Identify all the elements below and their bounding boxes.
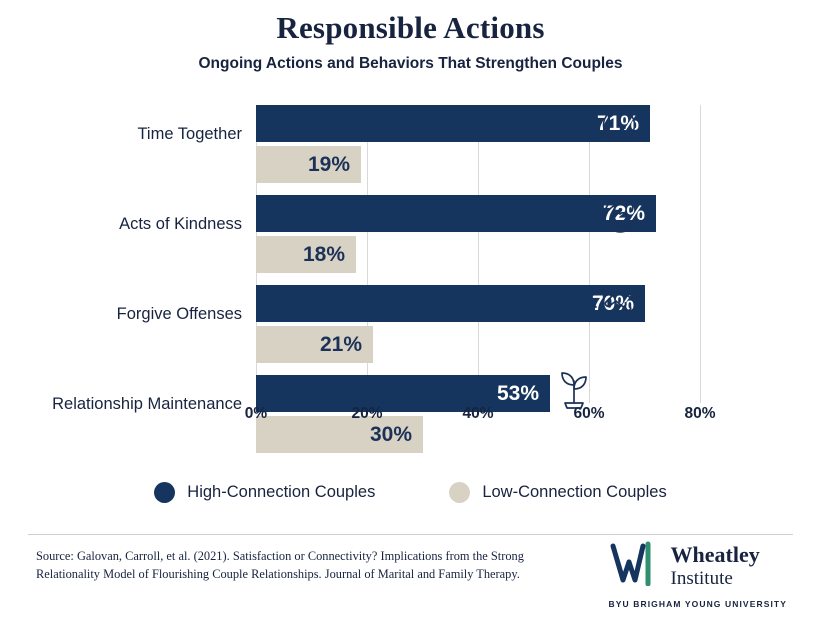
xtick-60: 60%: [573, 405, 605, 422]
caring-hands-heart-icon: [596, 188, 652, 249]
chart-container: [0, 91, 821, 446]
page-subtitle: Ongoing Actions and Behaviors That Strengthen Couples: [198, 55, 623, 72]
category-label-acts-of-kindness: Acts of Kindness: [119, 215, 242, 233]
category-label-relationship-maintenance: Relationship Maintenance: [52, 395, 242, 413]
growing-plant-icon: [552, 363, 596, 416]
bar-high-forgive-offenses: [256, 285, 645, 322]
plot-area: [52, 105, 716, 446]
category-label-forgive-offenses: Forgive Offenses: [116, 305, 242, 323]
chart-page: [0, 10, 821, 625]
brand-line-1: Wheatley: [670, 541, 760, 567]
xtick-20: 20%: [351, 405, 383, 422]
wheatley-mark-icon: [609, 540, 661, 591]
source-line-1: Source: Galovan, Carroll, et al. (2021). Satisfaction or Connectivity? Implications from the Strong: [36, 549, 524, 563]
gridline-80: [700, 105, 701, 403]
bar-low-time-together: [256, 146, 361, 183]
page-title: Responsible Actions: [276, 10, 545, 45]
legend-label-high-connection: High-Connection Couples: [187, 483, 376, 501]
footer-divider: [28, 534, 793, 535]
bar-value-low-time-together: 19%: [307, 152, 350, 176]
source-line-2: Relationality Model of Flourishing Couple Relationships. Journal of Marital and Family Therapy.: [36, 566, 520, 581]
handshake-icon: [588, 277, 650, 334]
xtick-80: 80%: [684, 405, 716, 422]
brand-tagline: BYU BRIGHAM YOUNG UNIVERSITY: [608, 599, 787, 609]
bar-value-high-forgive-offenses: 70%: [591, 291, 634, 315]
chart-legend: [0, 482, 821, 503]
legend-swatch-high-connection: [154, 482, 175, 503]
legend-item-high-connection: [154, 482, 375, 503]
legend-swatch-low-connection: [449, 482, 470, 503]
bar-value-high-acts-of-kindness: 72%: [602, 201, 645, 225]
legend-label-low-connection: Low-Connection Couples: [482, 483, 667, 501]
source-citation: [36, 548, 576, 584]
bar-value-high-relationship-maintenance: 53%: [496, 381, 539, 405]
bar-value-low-relationship-maintenance: 30%: [369, 422, 412, 446]
xtick-40: 40%: [462, 405, 494, 422]
x-axis-ticks: [244, 405, 716, 427]
xtick-0: 0%: [244, 405, 268, 422]
legend-item-low-connection: [449, 482, 666, 503]
bar-high-time-together: [256, 105, 650, 142]
brand-logo: [609, 540, 787, 609]
bar-value-low-acts-of-kindness: 18%: [302, 242, 345, 266]
bar-low-acts-of-kindness: [256, 236, 356, 273]
clock-icon: [600, 106, 638, 149]
bar-value-low-forgive-offenses: 21%: [319, 332, 362, 356]
brand-row: [609, 540, 760, 591]
brand-wordmark: [670, 541, 760, 589]
brand-line-2: Institute: [670, 567, 733, 589]
bar-low-forgive-offenses: [256, 326, 373, 363]
category-label-time-together: Time Together: [137, 125, 242, 143]
bar-value-high-time-together: 71%: [596, 111, 639, 135]
